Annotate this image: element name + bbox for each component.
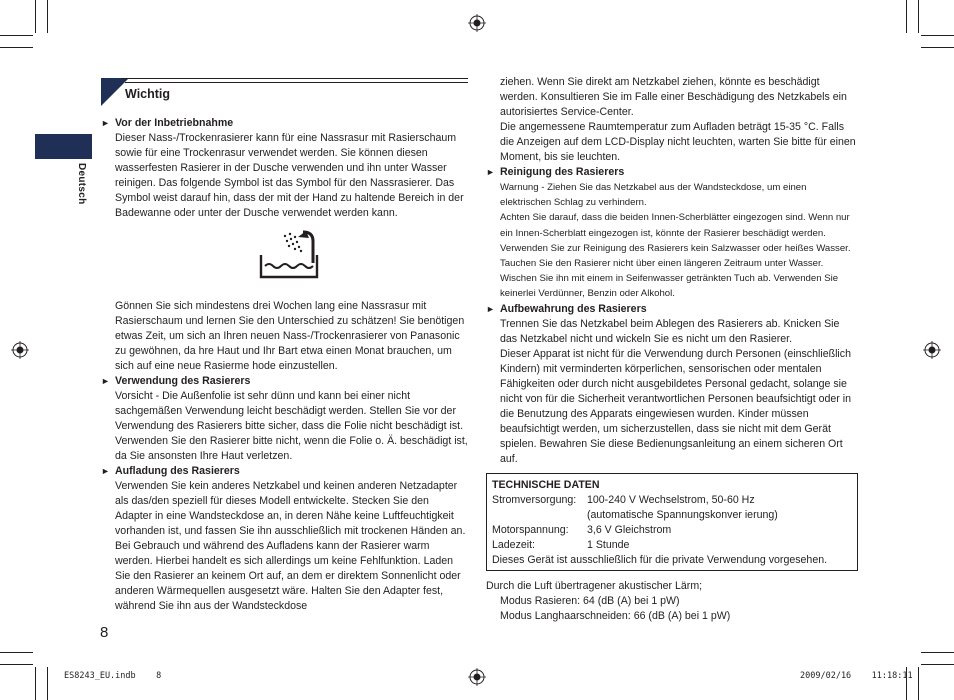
page-title: Wichtig	[125, 87, 171, 101]
triangle-right-icon: ►	[486, 167, 495, 177]
section-title: ► Reinigung des Rasierers	[486, 166, 625, 178]
triangle-right-icon: ►	[101, 118, 110, 128]
section-title: ► Vor der Inbetriebnahme	[101, 117, 234, 129]
noise-title: Durch die Luft übertragener akustischer Lärm;	[486, 579, 703, 592]
triangle-right-icon: ►	[486, 303, 495, 314]
spec-row: (automatische Spannungskonver ierung)	[587, 508, 778, 521]
section-body: Trennen Sie das Netzkabel beim Ablegen des Rasierers ab. Knicken Sie das Netzkabel nicht und wickeln Sie es nicht um den Rasierer.	[500, 317, 840, 345]
registration-mark-icon	[923, 341, 941, 359]
triangle-right-icon: ►	[101, 466, 110, 476]
triangle-right-icon: ►	[101, 376, 110, 386]
section-body: Verwenden Sie kein anderes Netzkabel und keinen anderen Netzadapter als das/den speziell für dieses Modell entwickelte. Stecken Sie den Adapter in eine Wandsteckdose an, in deren Nähe keine Luftfeuchtigkeit vorhanden ist, und fassen Sie ihn ausschließlich mit trockenen Händen an. Bei Gebrauch und während des Aufladens kann der Rasierer warm werden. Hierbei handelt es sich allerdings um keine Fehlfunktion. Laden Sie den Rasierer an keinem Ort auf, an dem er direktem Sonnenlicht oder anderen Wärmequellen ausgesetzt wäre. Halten Sie den Adapter fest, während Sie ihn aus der Wandsteckdose	[115, 480, 466, 612]
spec-row: Stromversorgung: 100-240 V Wechselstrom, 50-60 Hz	[492, 493, 755, 506]
spec-note: Dieses Gerät ist ausschließlich für die private Verwendung vorgesehen.	[492, 553, 828, 566]
noise-line: Modus Langhaarschneiden: 66 (dB (A) bei 1 pW)	[500, 609, 731, 622]
language-tab	[35, 134, 92, 159]
noise-line: Modus Rasieren: 64 (dB (A) bei 1 pW)	[500, 594, 680, 607]
registration-mark-icon	[468, 14, 486, 32]
registration-mark-icon	[11, 341, 29, 359]
right-column	[486, 75, 858, 624]
section-body: Dieser Nass-/Trockenrasierer kann für eine Nassrasur mit Rasierschaum sowie für eine Trockenrasur verwendet werden. Sie können diesen wasserfesten Rasierer in der Dusche verwenden und ihn unter Wasser reinigen. Das folgende Symbol ist das Symbol für den Nassrasierer. Das Symbol weist darauf hin, dass der mit der Hand zu haltende Bereich in der Badewanne oder unter der Dusche verwendet werden kann.	[115, 132, 464, 219]
section-body: ziehen. Wenn Sie direkt am Netzkabel ziehen, könnte es beschädigt werden. Konsultieren Sie im Falle einer Beschädigung des Netzkabels ein autorisiertes Service-Center.	[500, 76, 847, 118]
section-body: Gönnen Sie sich mindestens drei Wochen lang eine Nassrasur mit Rasierschaum und lernen Sie den Unterschied zu schätzen! Sie benötigen etwas Zeit, um sich an Ihren neuen Nass-/Trockenrasierer von Panasonic zu gewöhnen, da hre Haut und Ihr Bart etwa einen Monat brauchen, um sich auf eine neue Rasierme hode einzustellen.	[115, 300, 465, 372]
section-title: ► Aufladung des Rasierers	[101, 465, 240, 477]
registration-mark-icon	[468, 668, 486, 686]
section-heading	[101, 78, 468, 106]
footer-timestamp: 2009/02/16 11:18:11	[800, 671, 913, 681]
section-body: Warnung - Ziehen Sie das Netzkabel aus der Wandsteckdose, um einen elektrischen Schlag zu verhindern.	[500, 182, 807, 209]
specifications-title: TECHNISCHE DATEN	[492, 478, 600, 491]
page-number: 8	[100, 624, 109, 641]
side-language-label: Deutsch	[76, 163, 87, 205]
specifications-box	[486, 473, 858, 571]
section-body: Dieser Apparat ist nicht für die Verwendung durch Personen (einschließlich Kindern) mit verminderten körperlichen, sensorischen oder mentalen Fähigkeiten oder durch nicht ausgebildetes Personal gedacht, solange sie nicht von für die Sicherheit verantwortlichen Personen beaufsichtigt oder in die Benutzung des Apparats eingewiesen wurden. Kinder müssen beaufsichtigt werden, um sicherzustellen, dass sie nicht mit dem Gerät spielen. Bewahren Sie diese Bedienungsanleitung an einem sicheren Ort auf.	[500, 347, 851, 465]
section-title: ► Aufbewahrung des Rasierers	[486, 302, 647, 315]
section-title: ► Verwendung des Rasierers	[101, 375, 251, 387]
shower-bath-icon	[259, 229, 321, 281]
footer-file: ES8243_EU.indb 8	[64, 671, 162, 681]
left-column	[101, 78, 468, 614]
section-body: Die angemessene Raumtemperatur zum Aufladen beträgt 15-35 °C. Falls die Anzeigen auf dem LCD-Display nicht leuchten, warten Sie bitte für einen Moment, bis sie leuchten.	[500, 121, 856, 163]
spec-row: Motorspannung: 3,6 V Gleichstrom	[492, 523, 672, 536]
spec-row: Ladezeit: 1 Stunde	[492, 538, 630, 551]
wet-symbol	[101, 221, 468, 299]
section-body: Vorsicht - Die Außenfolie ist sehr dünn und kann bei einer nicht sachgemäßen Verwendung leicht beschädigt werden. Stellen Sie vor der Verwendung des Rasierers bitte sicher, dass die Folie nicht beschädigt ist. Verwenden Sie den Rasierer bitte nicht, wenn die Folie o. Ä. beschädigt ist, da Sie ansonsten Ihre Haut verletzen.	[115, 390, 468, 462]
section-body: Achten Sie darauf, dass die beiden Innen-Scherblätter eingezogen sind. Wenn nur ein Innen-Scherblatt eingezogen ist, könnte der Rasierer beschädigt werden. Verwenden Sie zur Reinigung des Rasierers kein Salzwasser oder heißes Wasser. Tauchen Sie den Rasierer nicht über einen längeren Zeitraum unter Wasser. Wischen Sie ihn mit einem in Seifenwasser getränkten Tuch ab. Verwenden Sie keinerlei Verdünner, Benzin oder Alkohol.	[500, 212, 851, 300]
